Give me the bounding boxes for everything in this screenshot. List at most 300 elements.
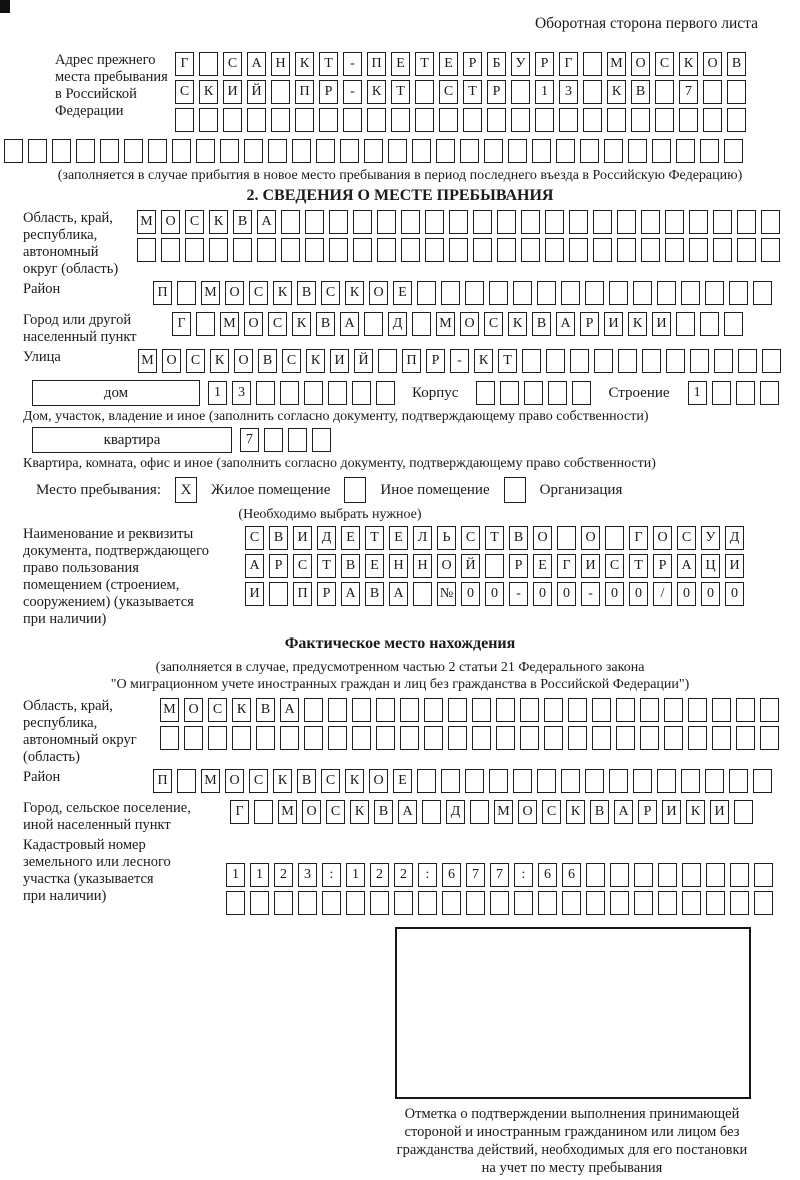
- char-cell[interactable]: [280, 726, 299, 750]
- char-cell[interactable]: [472, 698, 491, 722]
- char-cell[interactable]: [705, 769, 724, 793]
- char-cell[interactable]: [328, 726, 347, 750]
- char-cell[interactable]: 1: [535, 80, 554, 104]
- char-cell[interactable]: 1: [226, 863, 245, 887]
- char-cell[interactable]: О: [631, 52, 650, 76]
- char-cell[interactable]: А: [247, 52, 266, 76]
- char-cell[interactable]: [605, 526, 624, 550]
- char-cell[interactable]: [730, 863, 749, 887]
- house-type-field[interactable]: дом: [32, 380, 200, 406]
- char-cell[interactable]: Р: [463, 52, 482, 76]
- char-cell[interactable]: М: [201, 769, 220, 793]
- char-cell[interactable]: С: [542, 800, 561, 824]
- char-cell[interactable]: 0: [629, 582, 648, 606]
- char-cell[interactable]: К: [566, 800, 585, 824]
- char-cell[interactable]: М: [201, 281, 220, 305]
- char-cell[interactable]: 7: [679, 80, 698, 104]
- char-cell[interactable]: [208, 726, 227, 750]
- char-cell[interactable]: [364, 139, 383, 163]
- char-cell[interactable]: И: [604, 312, 623, 336]
- char-cell[interactable]: [561, 769, 580, 793]
- char-cell[interactable]: [706, 863, 725, 887]
- char-cell[interactable]: [522, 349, 541, 373]
- char-cell[interactable]: 0: [533, 582, 552, 606]
- char-cell[interactable]: [52, 139, 71, 163]
- char-cell[interactable]: В: [233, 210, 252, 234]
- char-cell[interactable]: О: [653, 526, 672, 550]
- char-cell[interactable]: О: [225, 281, 244, 305]
- char-cell[interactable]: [569, 238, 588, 262]
- char-cell[interactable]: [497, 210, 516, 234]
- char-cell[interactable]: В: [509, 526, 528, 550]
- char-cell[interactable]: [524, 381, 543, 405]
- char-cell[interactable]: 0: [605, 582, 624, 606]
- char-cell[interactable]: К: [306, 349, 325, 373]
- char-cell[interactable]: 7: [490, 863, 509, 887]
- char-cell[interactable]: [100, 139, 119, 163]
- char-cell[interactable]: В: [532, 312, 551, 336]
- char-cell[interactable]: С: [321, 281, 340, 305]
- char-cell[interactable]: [655, 80, 674, 104]
- char-cell[interactable]: [585, 769, 604, 793]
- char-cell[interactable]: [196, 139, 215, 163]
- char-cell[interactable]: С: [439, 80, 458, 104]
- char-cell[interactable]: С: [223, 52, 242, 76]
- char-cell[interactable]: [736, 381, 755, 405]
- char-cell[interactable]: Л: [413, 526, 432, 550]
- char-cell[interactable]: [594, 349, 613, 373]
- char-cell[interactable]: [520, 726, 539, 750]
- char-cell[interactable]: [353, 238, 372, 262]
- char-cell[interactable]: [177, 281, 196, 305]
- char-cell[interactable]: [760, 726, 779, 750]
- char-cell[interactable]: [568, 698, 587, 722]
- char-cell[interactable]: [376, 726, 395, 750]
- char-cell[interactable]: [761, 238, 780, 262]
- char-cell[interactable]: Н: [389, 554, 408, 578]
- char-cell[interactable]: Г: [559, 52, 578, 76]
- char-cell[interactable]: -: [450, 349, 469, 373]
- char-cell[interactable]: [688, 726, 707, 750]
- char-cell[interactable]: [391, 108, 410, 132]
- char-cell[interactable]: [532, 139, 551, 163]
- char-cell[interactable]: 6: [562, 863, 581, 887]
- char-cell[interactable]: [513, 769, 532, 793]
- char-cell[interactable]: [760, 381, 779, 405]
- char-cell[interactable]: А: [280, 698, 299, 722]
- char-cell[interactable]: [352, 726, 371, 750]
- char-cell[interactable]: [738, 349, 757, 373]
- char-cell[interactable]: 6: [538, 863, 557, 887]
- char-cell[interactable]: [676, 312, 695, 336]
- char-cell[interactable]: [160, 726, 179, 750]
- char-cell[interactable]: К: [345, 281, 364, 305]
- char-cell[interactable]: [604, 139, 623, 163]
- char-cell[interactable]: -: [343, 80, 362, 104]
- char-cell[interactable]: [257, 238, 276, 262]
- char-cell[interactable]: [412, 312, 431, 336]
- char-cell[interactable]: [247, 108, 266, 132]
- char-cell[interactable]: [209, 238, 228, 262]
- char-cell[interactable]: К: [209, 210, 228, 234]
- char-cell[interactable]: [633, 769, 652, 793]
- char-cell[interactable]: [657, 281, 676, 305]
- char-cell[interactable]: А: [677, 554, 696, 578]
- char-cell[interactable]: [352, 381, 371, 405]
- char-cell[interactable]: [340, 139, 359, 163]
- char-cell[interactable]: [254, 800, 273, 824]
- char-cell[interactable]: [593, 210, 612, 234]
- char-cell[interactable]: О: [162, 349, 181, 373]
- char-cell[interactable]: 6: [442, 863, 461, 887]
- char-cell[interactable]: [305, 238, 324, 262]
- char-cell[interactable]: С: [293, 554, 312, 578]
- char-cell[interactable]: С: [175, 80, 194, 104]
- char-cell[interactable]: [520, 698, 539, 722]
- char-cell[interactable]: [500, 381, 519, 405]
- char-cell[interactable]: [497, 238, 516, 262]
- char-cell[interactable]: [184, 726, 203, 750]
- char-cell[interactable]: [473, 210, 492, 234]
- char-cell[interactable]: [185, 238, 204, 262]
- char-cell[interactable]: [666, 349, 685, 373]
- other-premises-checkbox[interactable]: [344, 477, 366, 503]
- char-cell[interactable]: [271, 108, 290, 132]
- char-cell[interactable]: [394, 891, 413, 915]
- char-cell[interactable]: [616, 726, 635, 750]
- char-cell[interactable]: [544, 698, 563, 722]
- char-cell[interactable]: [703, 80, 722, 104]
- char-cell[interactable]: [377, 210, 396, 234]
- char-cell[interactable]: К: [345, 769, 364, 793]
- char-cell[interactable]: [489, 769, 508, 793]
- char-cell[interactable]: У: [511, 52, 530, 76]
- char-cell[interactable]: /: [653, 582, 672, 606]
- char-cell[interactable]: Р: [535, 52, 554, 76]
- char-cell[interactable]: [401, 238, 420, 262]
- char-cell[interactable]: [269, 582, 288, 606]
- char-cell[interactable]: [196, 312, 215, 336]
- char-cell[interactable]: [617, 210, 636, 234]
- char-cell[interactable]: :: [418, 863, 437, 887]
- char-cell[interactable]: К: [350, 800, 369, 824]
- char-cell[interactable]: [727, 80, 746, 104]
- char-cell[interactable]: К: [210, 349, 229, 373]
- char-cell[interactable]: [496, 698, 515, 722]
- char-cell[interactable]: К: [474, 349, 493, 373]
- char-cell[interactable]: [585, 281, 604, 305]
- char-cell[interactable]: Н: [413, 554, 432, 578]
- char-cell[interactable]: О: [161, 210, 180, 234]
- char-cell[interactable]: [274, 891, 293, 915]
- char-cell[interactable]: [220, 139, 239, 163]
- char-cell[interactable]: [412, 139, 431, 163]
- char-cell[interactable]: С: [321, 769, 340, 793]
- char-cell[interactable]: [760, 698, 779, 722]
- char-cell[interactable]: [175, 108, 194, 132]
- char-cell[interactable]: [610, 863, 629, 887]
- char-cell[interactable]: В: [316, 312, 335, 336]
- char-cell[interactable]: У: [701, 526, 720, 550]
- char-cell[interactable]: [346, 891, 365, 915]
- char-cell[interactable]: С: [282, 349, 301, 373]
- char-cell[interactable]: Р: [580, 312, 599, 336]
- char-cell[interactable]: [425, 238, 444, 262]
- char-cell[interactable]: [703, 108, 722, 132]
- char-cell[interactable]: [537, 281, 556, 305]
- char-cell[interactable]: [353, 210, 372, 234]
- char-cell[interactable]: [226, 891, 245, 915]
- char-cell[interactable]: 2: [274, 863, 293, 887]
- char-cell[interactable]: Е: [365, 554, 384, 578]
- char-cell[interactable]: :: [514, 863, 533, 887]
- char-cell[interactable]: [583, 52, 602, 76]
- char-cell[interactable]: [712, 381, 731, 405]
- char-cell[interactable]: Е: [393, 281, 412, 305]
- char-cell[interactable]: П: [293, 582, 312, 606]
- char-cell[interactable]: [762, 349, 781, 373]
- char-cell[interactable]: [618, 349, 637, 373]
- char-cell[interactable]: [631, 108, 650, 132]
- char-cell[interactable]: О: [703, 52, 722, 76]
- char-cell[interactable]: [449, 210, 468, 234]
- char-cell[interactable]: 3: [298, 863, 317, 887]
- organization-checkbox[interactable]: [504, 477, 526, 503]
- char-cell[interactable]: [250, 891, 269, 915]
- char-cell[interactable]: :: [322, 863, 341, 887]
- char-cell[interactable]: Е: [439, 52, 458, 76]
- char-cell[interactable]: С: [185, 210, 204, 234]
- char-cell[interactable]: [754, 891, 773, 915]
- char-cell[interactable]: [737, 238, 756, 262]
- char-cell[interactable]: [298, 891, 317, 915]
- char-cell[interactable]: А: [614, 800, 633, 824]
- char-cell[interactable]: [199, 108, 218, 132]
- char-cell[interactable]: [281, 238, 300, 262]
- char-cell[interactable]: [465, 281, 484, 305]
- char-cell[interactable]: 3: [559, 80, 578, 104]
- char-cell[interactable]: К: [607, 80, 626, 104]
- char-cell[interactable]: [617, 238, 636, 262]
- char-cell[interactable]: [424, 698, 443, 722]
- char-cell[interactable]: [642, 349, 661, 373]
- char-cell[interactable]: Г: [629, 526, 648, 550]
- char-cell[interactable]: [634, 891, 653, 915]
- char-cell[interactable]: А: [398, 800, 417, 824]
- char-cell[interactable]: 0: [701, 582, 720, 606]
- char-cell[interactable]: [537, 769, 556, 793]
- char-cell[interactable]: [448, 726, 467, 750]
- char-cell[interactable]: [538, 891, 557, 915]
- char-cell[interactable]: Г: [230, 800, 249, 824]
- char-cell[interactable]: А: [556, 312, 575, 336]
- char-cell[interactable]: Ц: [701, 554, 720, 578]
- char-cell[interactable]: [268, 139, 287, 163]
- char-cell[interactable]: [546, 349, 565, 373]
- char-cell[interactable]: [485, 554, 504, 578]
- char-cell[interactable]: [295, 108, 314, 132]
- char-cell[interactable]: [737, 210, 756, 234]
- char-cell[interactable]: [137, 238, 156, 262]
- char-cell[interactable]: [586, 863, 605, 887]
- char-cell[interactable]: Г: [172, 312, 191, 336]
- char-cell[interactable]: [665, 238, 684, 262]
- char-cell[interactable]: [655, 108, 674, 132]
- char-cell[interactable]: [281, 210, 300, 234]
- char-cell[interactable]: В: [258, 349, 277, 373]
- char-cell[interactable]: [754, 863, 773, 887]
- char-cell[interactable]: Е: [389, 526, 408, 550]
- char-cell[interactable]: С: [208, 698, 227, 722]
- char-cell[interactable]: [640, 726, 659, 750]
- char-cell[interactable]: В: [374, 800, 393, 824]
- char-cell[interactable]: [761, 210, 780, 234]
- char-cell[interactable]: [280, 381, 299, 405]
- char-cell[interactable]: Д: [725, 526, 744, 550]
- char-cell[interactable]: [628, 139, 647, 163]
- char-cell[interactable]: [264, 428, 283, 452]
- char-cell[interactable]: [568, 726, 587, 750]
- char-cell[interactable]: [664, 726, 683, 750]
- char-cell[interactable]: [562, 891, 581, 915]
- char-cell[interactable]: С: [249, 769, 268, 793]
- char-cell[interactable]: [305, 210, 324, 234]
- char-cell[interactable]: [633, 281, 652, 305]
- char-cell[interactable]: [548, 381, 567, 405]
- char-cell[interactable]: [436, 139, 455, 163]
- char-cell[interactable]: [377, 238, 396, 262]
- char-cell[interactable]: [172, 139, 191, 163]
- char-cell[interactable]: [448, 698, 467, 722]
- char-cell[interactable]: [724, 139, 743, 163]
- char-cell[interactable]: [511, 108, 530, 132]
- char-cell[interactable]: [370, 891, 389, 915]
- char-cell[interactable]: [616, 698, 635, 722]
- char-cell[interactable]: [514, 891, 533, 915]
- char-cell[interactable]: Р: [317, 582, 336, 606]
- char-cell[interactable]: Р: [487, 80, 506, 104]
- char-cell[interactable]: [378, 349, 397, 373]
- char-cell[interactable]: [705, 281, 724, 305]
- char-cell[interactable]: [714, 349, 733, 373]
- char-cell[interactable]: В: [590, 800, 609, 824]
- char-cell[interactable]: [177, 769, 196, 793]
- char-cell[interactable]: [328, 381, 347, 405]
- char-cell[interactable]: [148, 139, 167, 163]
- char-cell[interactable]: [470, 800, 489, 824]
- char-cell[interactable]: [328, 698, 347, 722]
- char-cell[interactable]: М: [138, 349, 157, 373]
- char-cell[interactable]: 0: [725, 582, 744, 606]
- char-cell[interactable]: [593, 238, 612, 262]
- char-cell[interactable]: Е: [393, 769, 412, 793]
- char-cell[interactable]: [439, 108, 458, 132]
- char-cell[interactable]: [400, 698, 419, 722]
- char-cell[interactable]: [586, 891, 605, 915]
- char-cell[interactable]: А: [257, 210, 276, 234]
- char-cell[interactable]: [476, 381, 495, 405]
- char-cell[interactable]: [556, 139, 575, 163]
- char-cell[interactable]: [343, 108, 362, 132]
- char-cell[interactable]: К: [679, 52, 698, 76]
- char-cell[interactable]: [734, 800, 753, 824]
- char-cell[interactable]: [223, 108, 242, 132]
- char-cell[interactable]: [681, 281, 700, 305]
- char-cell[interactable]: [388, 139, 407, 163]
- char-cell[interactable]: [679, 108, 698, 132]
- char-cell[interactable]: [256, 726, 275, 750]
- char-cell[interactable]: [473, 238, 492, 262]
- char-cell[interactable]: [658, 863, 677, 887]
- char-cell[interactable]: [271, 80, 290, 104]
- char-cell[interactable]: В: [297, 769, 316, 793]
- char-cell[interactable]: [4, 139, 23, 163]
- char-cell[interactable]: [322, 891, 341, 915]
- char-cell[interactable]: [413, 582, 432, 606]
- char-cell[interactable]: [580, 139, 599, 163]
- char-cell[interactable]: И: [245, 582, 264, 606]
- char-cell[interactable]: О: [225, 769, 244, 793]
- char-cell[interactable]: В: [631, 80, 650, 104]
- char-cell[interactable]: Н: [271, 52, 290, 76]
- char-cell[interactable]: [712, 698, 731, 722]
- char-cell[interactable]: [489, 281, 508, 305]
- char-cell[interactable]: [583, 80, 602, 104]
- char-cell[interactable]: Р: [269, 554, 288, 578]
- char-cell[interactable]: И: [710, 800, 729, 824]
- char-cell[interactable]: [727, 108, 746, 132]
- char-cell[interactable]: С: [245, 526, 264, 550]
- char-cell[interactable]: К: [686, 800, 705, 824]
- char-cell[interactable]: К: [273, 281, 292, 305]
- char-cell[interactable]: 1: [250, 863, 269, 887]
- char-cell[interactable]: О: [234, 349, 253, 373]
- char-cell[interactable]: [583, 108, 602, 132]
- char-cell[interactable]: [713, 238, 732, 262]
- char-cell[interactable]: Г: [557, 554, 576, 578]
- char-cell[interactable]: Т: [629, 554, 648, 578]
- char-cell[interactable]: Д: [446, 800, 465, 824]
- char-cell[interactable]: [689, 210, 708, 234]
- char-cell[interactable]: О: [244, 312, 263, 336]
- char-cell[interactable]: О: [184, 698, 203, 722]
- char-cell[interactable]: [367, 108, 386, 132]
- char-cell[interactable]: [161, 238, 180, 262]
- char-cell[interactable]: [466, 891, 485, 915]
- char-cell[interactable]: [736, 698, 755, 722]
- char-cell[interactable]: [592, 698, 611, 722]
- char-cell[interactable]: П: [153, 281, 172, 305]
- char-cell[interactable]: П: [153, 769, 172, 793]
- char-cell[interactable]: В: [365, 582, 384, 606]
- char-cell[interactable]: 0: [557, 582, 576, 606]
- char-cell[interactable]: [449, 238, 468, 262]
- char-cell[interactable]: [690, 349, 709, 373]
- char-cell[interactable]: Т: [463, 80, 482, 104]
- char-cell[interactable]: М: [220, 312, 239, 336]
- char-cell[interactable]: Р: [509, 554, 528, 578]
- char-cell[interactable]: Р: [426, 349, 445, 373]
- char-cell[interactable]: А: [340, 312, 359, 336]
- char-cell[interactable]: [415, 80, 434, 104]
- char-cell[interactable]: Д: [388, 312, 407, 336]
- char-cell[interactable]: С: [186, 349, 205, 373]
- char-cell[interactable]: О: [302, 800, 321, 824]
- char-cell[interactable]: [199, 52, 218, 76]
- char-cell[interactable]: [490, 891, 509, 915]
- char-cell[interactable]: М: [494, 800, 513, 824]
- apartment-type-field[interactable]: квартира: [32, 427, 232, 453]
